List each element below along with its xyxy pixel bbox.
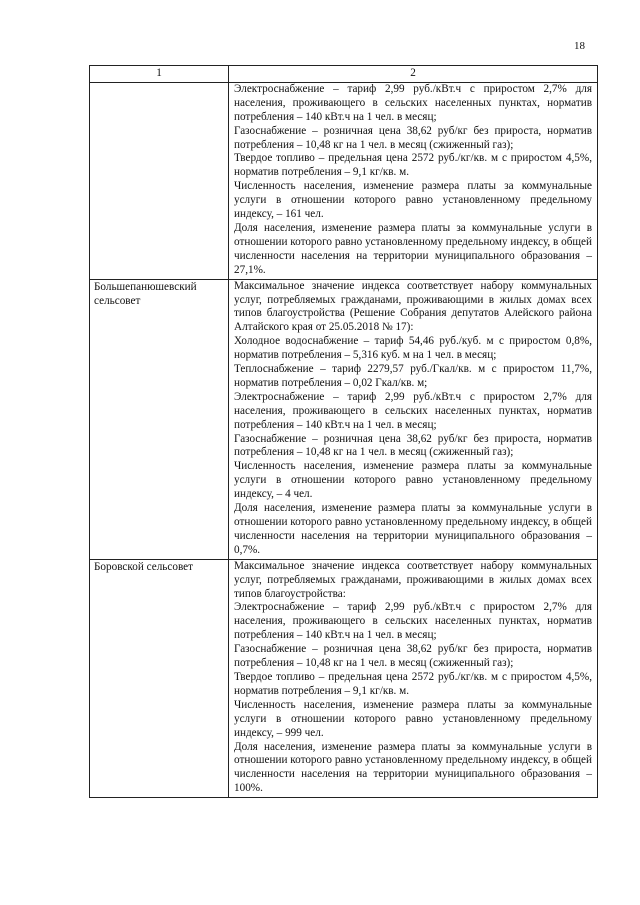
description-paragraph: Твердое топливо – предельная цена 2572 руб./кг/кв. м с приростом 4,5%, норматив потребления – 9,1 кг/кв. м.	[234, 670, 592, 697]
page-number: 18	[574, 40, 585, 52]
description-cell	[229, 82, 598, 279]
tariff-table	[89, 65, 598, 798]
description-paragraph: Доля населения, изменение размера платы за коммунальные услуги в отношении которого равно установленному предельному индексу, в общей численности населения на территории муниципального образования – 27,1%.	[234, 221, 592, 276]
description-paragraph: Газоснабжение – розничная цена 38,62 руб/кг без прироста, норматив потребления – 10,48 кг на 1 чел. в месяц (сжиженный газ);	[234, 124, 592, 151]
description-cell	[229, 279, 598, 559]
table-body	[90, 82, 598, 797]
description-cell	[229, 559, 598, 797]
description-paragraph: Теплоснабжение – тариф 2279,57 руб./Гкал/кв. м с приростом 11,7%, норматив потребления – 0,02 Гкал/кв. м;	[234, 363, 592, 389]
table-row	[90, 279, 598, 559]
table-row	[90, 559, 598, 797]
description-paragraph: Численность населения, изменение размера платы за коммунальные услуги в отношении которого равно установленному предельному индексу, – 4 чел.	[234, 460, 592, 501]
description-paragraph: Твердое топливо – предельная цена 2572 руб./кг/кв. м с приростом 4,5%, норматив потребления – 9,1 кг/кв. м.	[234, 152, 592, 179]
description-paragraph: Максимальное значение индекса соответствует набору коммунальных услуг, потребляемых гражданами, проживающими в жилых домах всех типов благоустройства:	[234, 559, 592, 600]
description-paragraph: Электроснабжение – тариф 2,99 руб./кВт.ч с приростом 2,7% для населения, проживающего в сельских населенных пунктах, норматив потребления – 140 кВт.ч на 1 чел. в месяц;	[234, 82, 592, 123]
header-cell-2: 2	[229, 66, 598, 83]
description-paragraph: Доля населения, изменение размера платы за коммунальные услуги в отношении которого равно установленному предельному индексу, в общей численности населения на территории муниципального образования – 100%.	[234, 740, 592, 795]
municipality-cell: Большепанюшевский сельсовет	[90, 279, 229, 559]
municipality-cell	[90, 82, 229, 279]
description-paragraph: Доля населения, изменение размера платы за коммунальные услуги в отношении которого равно установленному предельному индексу, в общей численности населения на территории муниципального образования – 0,7%.	[234, 502, 592, 556]
description-paragraph: Холодное водоснабжение – тариф 54,46 руб./куб. м с приростом 0,8%, норматив потребления – 5,316 куб. м на 1 чел. в месяц;	[234, 335, 592, 362]
description-paragraph: Численность населения, изменение размера платы за коммунальные услуги в отношении которого равно установленному предельному индексу, – 999 чел.	[234, 698, 592, 739]
description-paragraph: Максимальное значение индекса соответствует набору коммунальных услуг, потребляемых гражданами, проживающими в жилых домах всех типов благоустройства (Решение Собрания депутатов Алейского района Алтайского края от 25.05.2018 № 17):	[234, 279, 592, 334]
description-paragraph: Газоснабжение – розничная цена 38,62 руб/кг без прироста, норматив потребления – 10,48 кг на 1 чел. в месяц (сжиженный газ);	[234, 643, 592, 670]
table-header-row	[90, 66, 598, 83]
municipality-cell: Боровской сельсовет	[90, 559, 229, 797]
table-row	[90, 82, 598, 279]
description-paragraph: Газоснабжение – розничная цена 38,62 руб/кг без прироста, норматив потребления – 10,48 кг на 1 чел. в месяц (сжиженный газ);	[234, 432, 592, 459]
description-paragraph: Электроснабжение – тариф 2,99 руб./кВт.ч с приростом 2,7% для населения, проживающего в сельских населенных пунктах, норматив потребления – 140 кВт.ч на 1 чел. в месяц;	[234, 390, 592, 431]
description-paragraph: Электроснабжение – тариф 2,99 руб./кВт.ч с приростом 2,7% для населения, проживающего в сельских населенных пунктах, норматив потребления – 140 кВт.ч на 1 чел. в месяц;	[234, 601, 592, 642]
header-cell-1: 1	[90, 66, 229, 83]
description-paragraph: Численность населения, изменение размера платы за коммунальные услуги в отношении которого равно установленному предельному индексу, – 161 чел.	[234, 180, 592, 221]
